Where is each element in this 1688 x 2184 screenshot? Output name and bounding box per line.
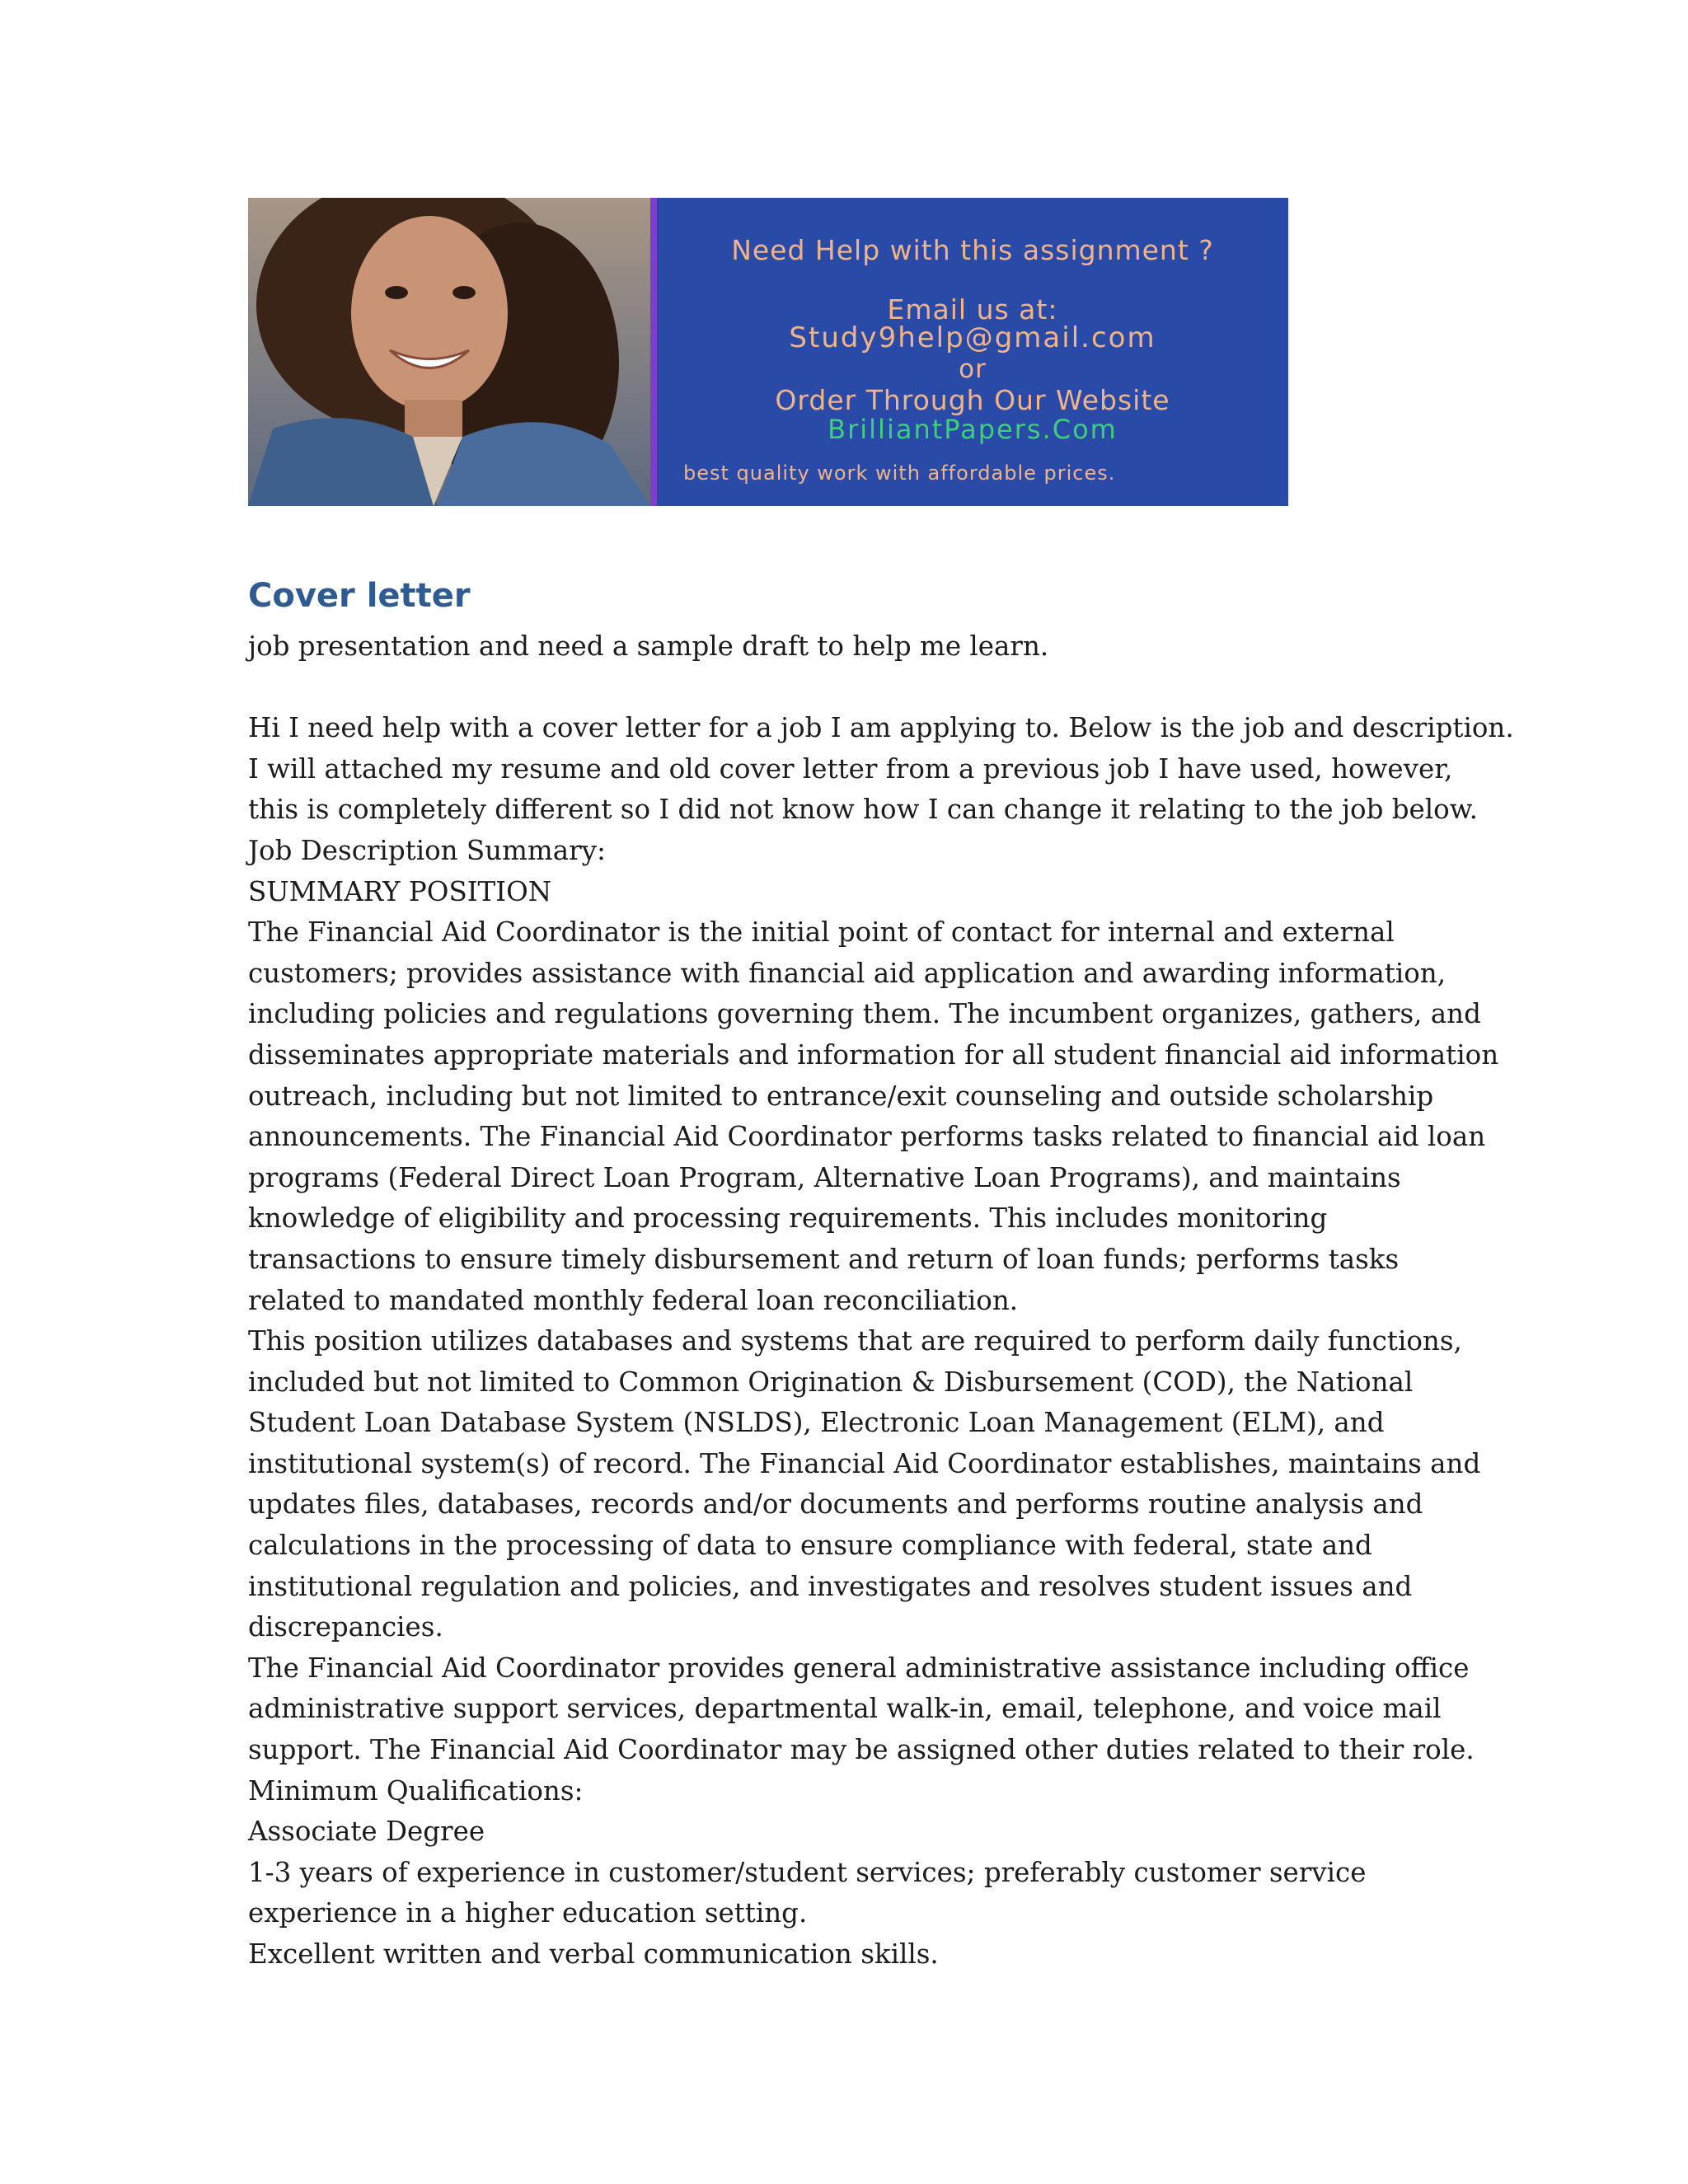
banner-ad-panel: [657, 198, 1288, 506]
body-lines: [248, 708, 1514, 1975]
body-line: Associate Degree: [248, 1816, 485, 1848]
body-line: knowledge of eligibility and processing requirements. This includes monitoring: [248, 1202, 1328, 1235]
body-line: Job Description Summary:: [248, 834, 606, 866]
advertisement-banner: [248, 198, 1288, 506]
body-line: updates files, databases, records and/or documents and performs routine analysis and: [248, 1488, 1423, 1521]
document-title: Cover letter: [248, 577, 471, 615]
body-line: announcements. The Financial Aid Coordinator performs tasks related to financial aid loan: [248, 1121, 1486, 1153]
body-line: programs (Federal Direct Loan Program, Alternative Loan Programs), and maintains: [248, 1161, 1401, 1193]
body-line: related to mandated monthly federal loan reconciliation.: [248, 1284, 1019, 1316]
body-line: transactions to ensure timely disbursement and return of loan funds; performs tasks: [248, 1243, 1400, 1275]
banner-photo: [248, 198, 650, 506]
body-line: The Financial Aid Coordinator is the initial point of contact for internal and external: [248, 916, 1395, 949]
body-line: disseminates appropriate materials and information for all student financial aid information: [248, 1038, 1499, 1071]
body-line: institutional regulation and policies, and investigates and resolves student issues and: [248, 1570, 1413, 1602]
body-line: The Financial Aid Coordinator provides general administrative assistance including office: [248, 1652, 1470, 1684]
body-line: administrative support services, departmental walk-in, email, telephone, and voice mail: [248, 1693, 1442, 1725]
ad-tagline: best quality work with affordable prices.: [683, 462, 1116, 485]
body-line: SUMMARY POSITION: [248, 875, 552, 907]
body-line: Hi I need help with a cover letter for a job I am applying to. Below is the job and description.: [248, 712, 1514, 744]
ad-headline: Need Help with this assignment ?: [731, 234, 1214, 266]
document-body: [248, 626, 1514, 1975]
body-line: included but not limited to Common Origination & Disbursement (COD), the National: [248, 1366, 1414, 1398]
ad-email-address: Study9help@gmail.com: [789, 321, 1156, 354]
smiling-woman-illustration: [248, 198, 650, 506]
ad-website: BrilliantPapers.Com: [828, 414, 1118, 445]
body-line: outreach, including but not limited to entrance/exit counseling and outside scholarship: [248, 1080, 1434, 1112]
body-line: support. The Financial Aid Coordinator may be assigned other duties related to their role.: [248, 1734, 1475, 1766]
body-line: 1-3 years of experience in customer/student services; preferably customer service: [248, 1856, 1367, 1888]
intro-line: job presentation and need a sample draft to help me learn.: [248, 630, 1049, 662]
body-line: experience in a higher education setting.: [248, 1897, 808, 1929]
ad-or-text: or: [959, 354, 987, 384]
ad-order-text: Order Through Our Website: [775, 384, 1170, 416]
body-line: calculations in the processing of data to ensure compliance with federal, state and: [248, 1530, 1372, 1562]
body-line: institutional system(s) of record. The Financial Aid Coordinator establishes, maintains and: [248, 1447, 1481, 1479]
body-line: This position utilizes databases and systems that are required to perform daily functions,: [248, 1325, 1462, 1357]
body-line: I will attached my resume and old cover letter from a previous job I have used, however,: [248, 752, 1453, 785]
body-line: Minimum Qualifications:: [248, 1774, 584, 1807]
body-line: Student Loan Database System (NSLDS), Electronic Loan Management (ELM), and: [248, 1407, 1385, 1439]
paragraph-spacer: [248, 668, 1484, 709]
body-line: including policies and regulations governing them. The incumbent organizes, gathers, and: [248, 998, 1481, 1030]
body-line: discrepancies.: [248, 1611, 443, 1643]
body-line: Excellent written and verbal communication skills.: [248, 1938, 939, 1970]
body-line: this is completely different so I did not know how I can change it relating to the job below.: [248, 794, 1479, 826]
banner-divider: [650, 198, 657, 506]
ad-email-label: Email us at:: [887, 293, 1058, 326]
body-line: customers; provides assistance with financial aid application and awarding information,: [248, 957, 1447, 989]
